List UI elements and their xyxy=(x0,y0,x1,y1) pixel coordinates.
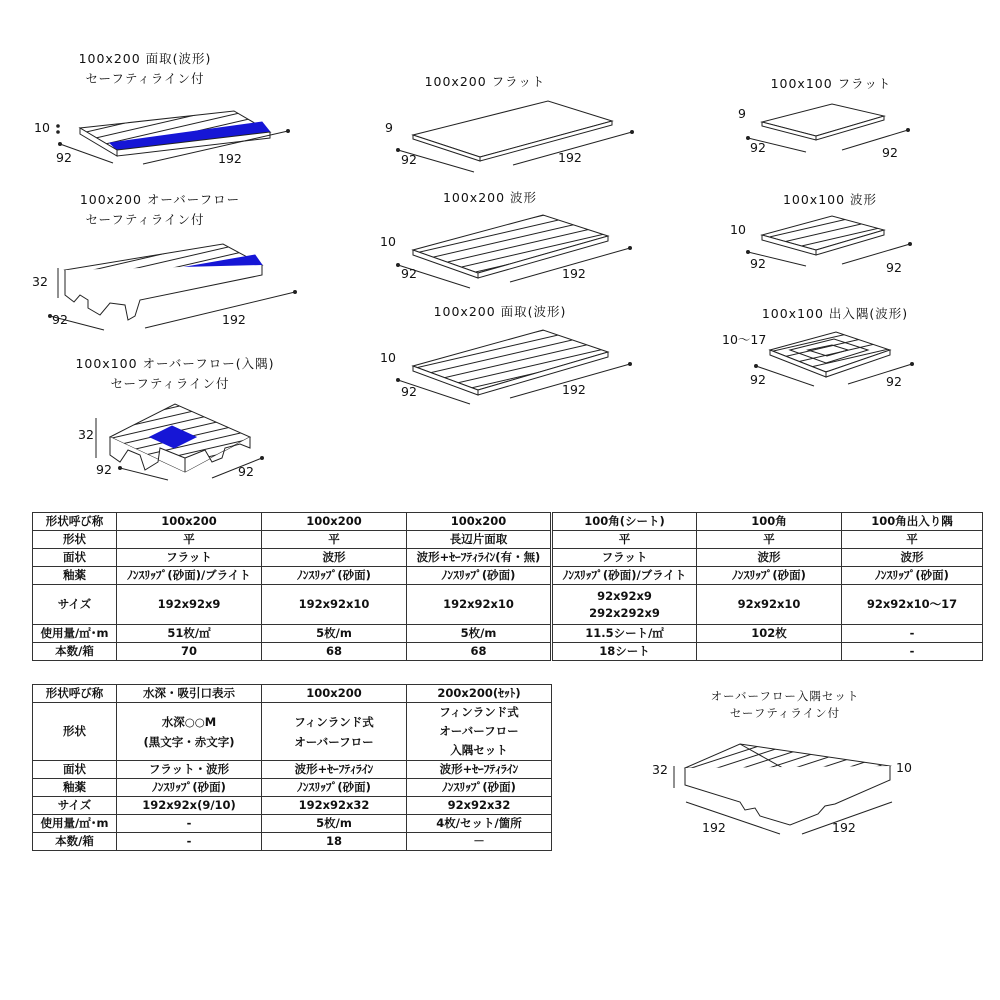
table-cell: 18シート xyxy=(552,643,697,661)
table-cell: 100角出入り隅 xyxy=(842,513,983,531)
spec-table-1 xyxy=(32,512,983,661)
table-cell: 波形+ｾｰﾌﾃｨﾗｲﾝ(有・無) xyxy=(407,549,552,567)
table-cell: 192x92x10 xyxy=(407,585,552,625)
table-cell: 平 xyxy=(262,531,407,549)
table-cell: 100x200 xyxy=(407,513,552,531)
table-cell: 11.5シート/㎡ xyxy=(552,625,697,643)
table-row xyxy=(33,513,983,531)
row-header: サイズ xyxy=(33,585,117,625)
dim-width: 92 xyxy=(750,372,766,387)
table-row xyxy=(33,643,983,661)
table-cell: 68 xyxy=(262,643,407,661)
table-cell: 5枚/m xyxy=(262,625,407,643)
table-cell: ﾉﾝｽﾘｯﾌﾟ(砂面) xyxy=(842,567,983,585)
table-cell: ﾉﾝｽﾘｯﾌﾟ(砂面) xyxy=(262,779,407,797)
table-cell: ﾉﾝｽﾘｯﾌﾟ(砂面) xyxy=(697,567,842,585)
table-cell: 5枚/m xyxy=(407,625,552,643)
table-cell: 192x92x10 xyxy=(262,585,407,625)
table-cell: 長辺片面取 xyxy=(407,531,552,549)
dim-length: 92 xyxy=(882,145,898,160)
dim-width: 92 xyxy=(750,256,766,271)
table-cell: 波形+ｾｰﾌﾃｨﾗｲﾝ xyxy=(262,761,407,779)
table-cell: ﾉﾝｽﾘｯﾌﾟ(砂面)/ブライト xyxy=(552,567,697,585)
row-header: 本数/箱 xyxy=(33,833,117,851)
table-row xyxy=(33,625,983,643)
dim-height: 9 xyxy=(385,120,393,135)
row-header: 形状呼び称 xyxy=(33,685,117,703)
dim-height: 10 xyxy=(34,120,50,135)
product-title: 100x200 面取(波形) xyxy=(78,51,212,66)
table-cell: 92x92x32 xyxy=(407,797,552,815)
drawing-chamfer-safety xyxy=(57,111,290,164)
table-cell: - xyxy=(117,815,262,833)
dim-length: 192 xyxy=(562,382,586,397)
dim-height: 9 xyxy=(738,106,746,121)
table-cell: 100x200 xyxy=(262,685,407,703)
dim-thickness: 10 xyxy=(896,760,912,775)
table-cell: 100x200 xyxy=(117,513,262,531)
table-row xyxy=(33,779,552,797)
size-line: 292x292x9 xyxy=(589,605,660,620)
product-title: 100x100 オーバーフロー(入隅) xyxy=(75,356,275,371)
table-cell: 92x92x10～17 xyxy=(842,585,983,625)
table-cell: 200x200(ｾｯﾄ) xyxy=(407,685,552,703)
dim-width: 92 xyxy=(52,312,68,327)
table-cell: 水深・吸引口表示 xyxy=(117,685,262,703)
product-title: 100x200 オーバーフロー xyxy=(79,192,241,207)
shape-line: フィンランド式 xyxy=(439,705,519,719)
table-cell: 波形 xyxy=(262,549,407,567)
row-header: 釉薬 xyxy=(33,779,117,797)
dim-height: 32 xyxy=(652,762,668,777)
row-header: 形状 xyxy=(33,703,117,761)
dim-width: 92 xyxy=(401,266,417,281)
table-cell: 100角(シート) xyxy=(552,513,697,531)
product-title: 100x100 フラット xyxy=(770,76,892,91)
drawing-wave-100 xyxy=(747,216,912,266)
table-cell: 70 xyxy=(117,643,262,661)
size-line: 92x92x9 xyxy=(597,588,652,603)
drawing-wave-200 xyxy=(397,215,632,288)
dim-length: 192 xyxy=(218,151,242,166)
table-row xyxy=(33,761,552,779)
row-header: 形状呼び称 xyxy=(33,513,117,531)
table-cell: 平 xyxy=(552,531,697,549)
dim-height: 10 xyxy=(730,222,746,237)
table-cell: 18 xyxy=(262,833,407,851)
table-cell: 波形 xyxy=(697,549,842,567)
dim-length: 192 xyxy=(702,820,726,835)
table-cell xyxy=(552,585,697,625)
product-title: 100x100 出入隅(波形) xyxy=(761,306,909,321)
shape-line: 水深○○M xyxy=(161,714,217,729)
table-cell: - xyxy=(117,833,262,851)
dim-height: 10 xyxy=(380,350,396,365)
table-cell: 4枚/セット/箇所 xyxy=(407,815,552,833)
table-cell: - xyxy=(842,643,983,661)
table-cell: 192x92x(9/10) xyxy=(117,797,262,815)
set-title: オーバーフロー入隅セット xyxy=(710,689,860,703)
row-header: サイズ xyxy=(33,797,117,815)
table-cell: 100x200 xyxy=(262,513,407,531)
table-cell: － xyxy=(407,833,552,851)
table-cell: - xyxy=(842,625,983,643)
row-header: 面状 xyxy=(33,549,117,567)
table-cell: フラット xyxy=(552,549,697,567)
row-header: 使用量/㎡･m xyxy=(33,815,117,833)
table-cell: 51枚/㎡ xyxy=(117,625,262,643)
dim-width: 92 xyxy=(96,462,112,477)
dim-width: 92 xyxy=(750,140,766,155)
dim-height: 32 xyxy=(32,274,48,289)
dim-height: 32 xyxy=(78,427,94,442)
table-cell xyxy=(117,703,262,761)
row-header: 形状 xyxy=(33,531,117,549)
set-subtitle: セーフティライン付 xyxy=(729,706,841,720)
table-cell: フラット・波形 xyxy=(117,761,262,779)
table-row xyxy=(33,567,983,585)
table-cell: 平 xyxy=(697,531,842,549)
table-row xyxy=(33,815,552,833)
table-cell: 100角 xyxy=(697,513,842,531)
product-title: 100x200 波形 xyxy=(442,190,538,205)
shape-line: (黒文字・赤文字) xyxy=(143,734,235,749)
product-subtitle: セーフティライン付 xyxy=(85,212,205,227)
row-header: 面状 xyxy=(33,761,117,779)
shape-line: フィンランド式 xyxy=(294,714,374,729)
product-subtitle: セーフティライン付 xyxy=(110,376,230,391)
dim-length: 192 xyxy=(558,150,582,165)
product-subtitle: セーフティライン付 xyxy=(85,71,205,86)
table-row xyxy=(33,685,552,703)
dim-length: 92 xyxy=(886,260,902,275)
table-cell: 68 xyxy=(407,643,552,661)
table-cell: 波形 xyxy=(842,549,983,567)
dim-width: 92 xyxy=(401,384,417,399)
drawing-overflow-safety xyxy=(49,244,297,330)
row-header: 本数/箱 xyxy=(33,643,117,661)
shape-line: 入隅セット xyxy=(450,743,508,757)
dim-width: 92 xyxy=(401,152,417,167)
table-cell: 波形+ｾｰﾌﾃｨﾗｲﾝ xyxy=(407,761,552,779)
drawing-overflow-corner-set xyxy=(640,730,910,840)
table-row xyxy=(33,585,983,625)
table-row xyxy=(33,703,552,761)
dim-height: 10 xyxy=(380,234,396,249)
table-cell: ﾉﾝｽﾘｯﾌﾟ(砂面) xyxy=(407,567,552,585)
spec-table-2 xyxy=(32,684,552,851)
drawing-flat-200 xyxy=(397,101,634,172)
dim-width: 92 xyxy=(56,150,72,165)
table-cell: 192x92x9 xyxy=(117,585,262,625)
dim-length: 192 xyxy=(562,266,586,281)
dim-height: 10～17 xyxy=(722,332,767,347)
table-cell: ﾉﾝｽﾘｯﾌﾟ(砂面)/ブライト xyxy=(117,567,262,585)
table-cell: 平 xyxy=(117,531,262,549)
table-row xyxy=(33,549,983,567)
dim-length: 92 xyxy=(886,374,902,389)
table-cell: 5枚/m xyxy=(262,815,407,833)
table-cell xyxy=(262,703,407,761)
table-cell: 92x92x10 xyxy=(697,585,842,625)
dim-length: 92 xyxy=(238,464,254,479)
shape-line: オーバーフロー xyxy=(294,734,374,749)
table-cell: 102枚 xyxy=(697,625,842,643)
product-title: 100x200 面取(波形) xyxy=(433,304,567,319)
dim-length: 192 xyxy=(832,820,856,835)
product-title: 100x200 フラット xyxy=(424,74,546,89)
table-cell xyxy=(697,643,842,661)
shape-line: オーバーフロー xyxy=(439,724,519,738)
table-cell: ﾉﾝｽﾘｯﾌﾟ(砂面) xyxy=(117,779,262,797)
table-row xyxy=(33,833,552,851)
row-header: 釉薬 xyxy=(33,567,117,585)
product-title: 100x100 波形 xyxy=(782,192,878,207)
table-cell: 平 xyxy=(842,531,983,549)
row-header: 使用量/㎡･m xyxy=(33,625,117,643)
dim-length: 192 xyxy=(222,312,246,327)
table-cell: ﾉﾝｽﾘｯﾌﾟ(砂面) xyxy=(407,779,552,797)
table-row xyxy=(33,797,552,815)
table-cell: 192x92x32 xyxy=(262,797,407,815)
table-row xyxy=(33,531,983,549)
drawing-chamfer-200 xyxy=(397,330,632,404)
table-cell: フラット xyxy=(117,549,262,567)
table-cell: ﾉﾝｽﾘｯﾌﾟ(砂面) xyxy=(262,567,407,585)
table-cell xyxy=(407,703,552,761)
